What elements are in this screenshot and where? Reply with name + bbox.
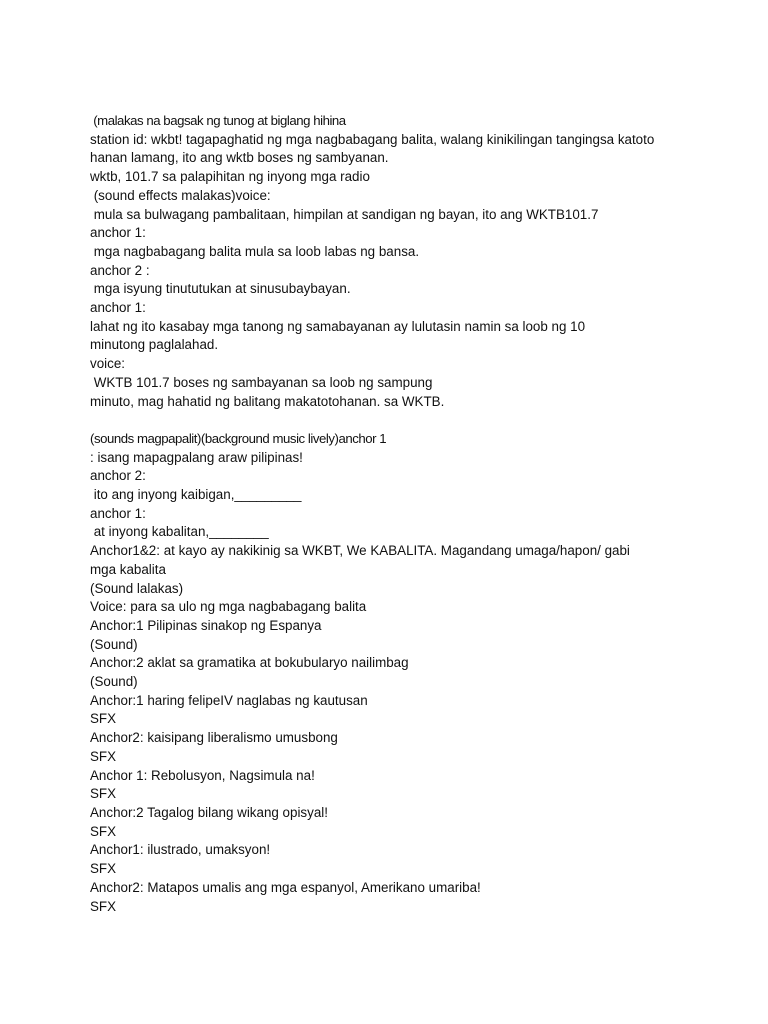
text-line: voice: [90,356,125,372]
text-line: anchor 1: [90,225,146,241]
text-line: SFX [90,823,117,839]
text-line: minutong paglalahad. [90,337,219,353]
text-line: anchor 1: [90,505,146,521]
text-line: (sound effects malakas)voice: [90,187,271,203]
text-line: station id: wkbt! tagapaghatid ng mga nagbabagang balita, walang kinikilingan tangingsa katoto [90,131,655,147]
text-line: minuto, mag hahatid ng balitang makatotohanan. sa WKTB. [90,393,445,409]
text-line: lahat ng ito kasabay mga tanong ng samabayanan ay lulutasin namin sa loob ng 10 [90,318,586,334]
text-line: SFX [90,748,117,764]
text-line: Anchor1&2: at kayo ay nakikinig sa WKBT, We KABALITA. Magandang umaga/hapon/ gabi [90,543,630,559]
text-line: SFX [90,861,117,877]
text-line: (malakas na bagsak ng tunog at biglang hihina [90,113,346,128]
text-line: mga nagbabagang balita mula sa loob labas ng bansa. [90,243,420,259]
text-line: anchor 2: [90,468,146,484]
text-line: (sounds magpapalit)(background music lively)anchor 1 [90,430,387,446]
text-line: Anchor:2 Tagalog bilang wikang opisyal! [90,805,328,820]
text-line: (Sound) [90,674,138,690]
text-line: Anchor 1: Rebolusyon, Nagsimula na! [90,767,315,783]
text-line: wktb, 101.7 sa palapihitan ng inyong mga radio [90,169,370,185]
text-line: Anchor1: ilustrado, umaksyon! [90,842,271,858]
text-line: mga kabalita [90,561,166,577]
document-body [90,112,750,916]
text-line: (Sound lalakas) [90,580,184,596]
text-line: : isang mapagpalang araw pilipinas! [90,449,303,465]
text-line: anchor 2 : [90,262,150,278]
text-line: at inyong kabalitan,________ [90,524,269,540]
text-line: anchor 1: [90,300,146,316]
text-line: Anchor2: kaisipang liberalismo umusbong [90,730,338,746]
text-line: Anchor:2 aklat sa gramatika at bokubularyo nailimbag [90,655,409,671]
text-line: (Sound) [90,636,138,652]
text-line: SFX [90,711,117,727]
text-line: mula sa bulwagang pambalitaan, himpilan at sandigan ng bayan, ito ang WKTB101.7 [90,206,599,222]
text-line: WKTB 101.7 boses ng sambayanan sa loob ng sampung [90,374,433,390]
text-line: Anchor2: Matapos umalis ang mga espanyol, Amerikano umariba! [90,879,481,895]
text-line: mga isyung tinututukan at sinusubaybayan. [90,281,351,297]
text-line: hanan lamang, ito ang wktb boses ng sambyanan. [90,150,389,166]
blank-line [90,411,750,430]
text-line: SFX [90,786,117,802]
text-line: Anchor:1 Pilipinas sinakop ng Espanya [90,617,322,633]
text-line: Voice: para sa ulo ng mga nagbabagang balita [90,599,367,615]
text-line: ito ang inyong kaibigan,_________ [90,487,302,503]
text-line: SFX [90,898,117,914]
text-line: Anchor:1 haring felipeIV naglabas ng kautusan [90,692,368,708]
